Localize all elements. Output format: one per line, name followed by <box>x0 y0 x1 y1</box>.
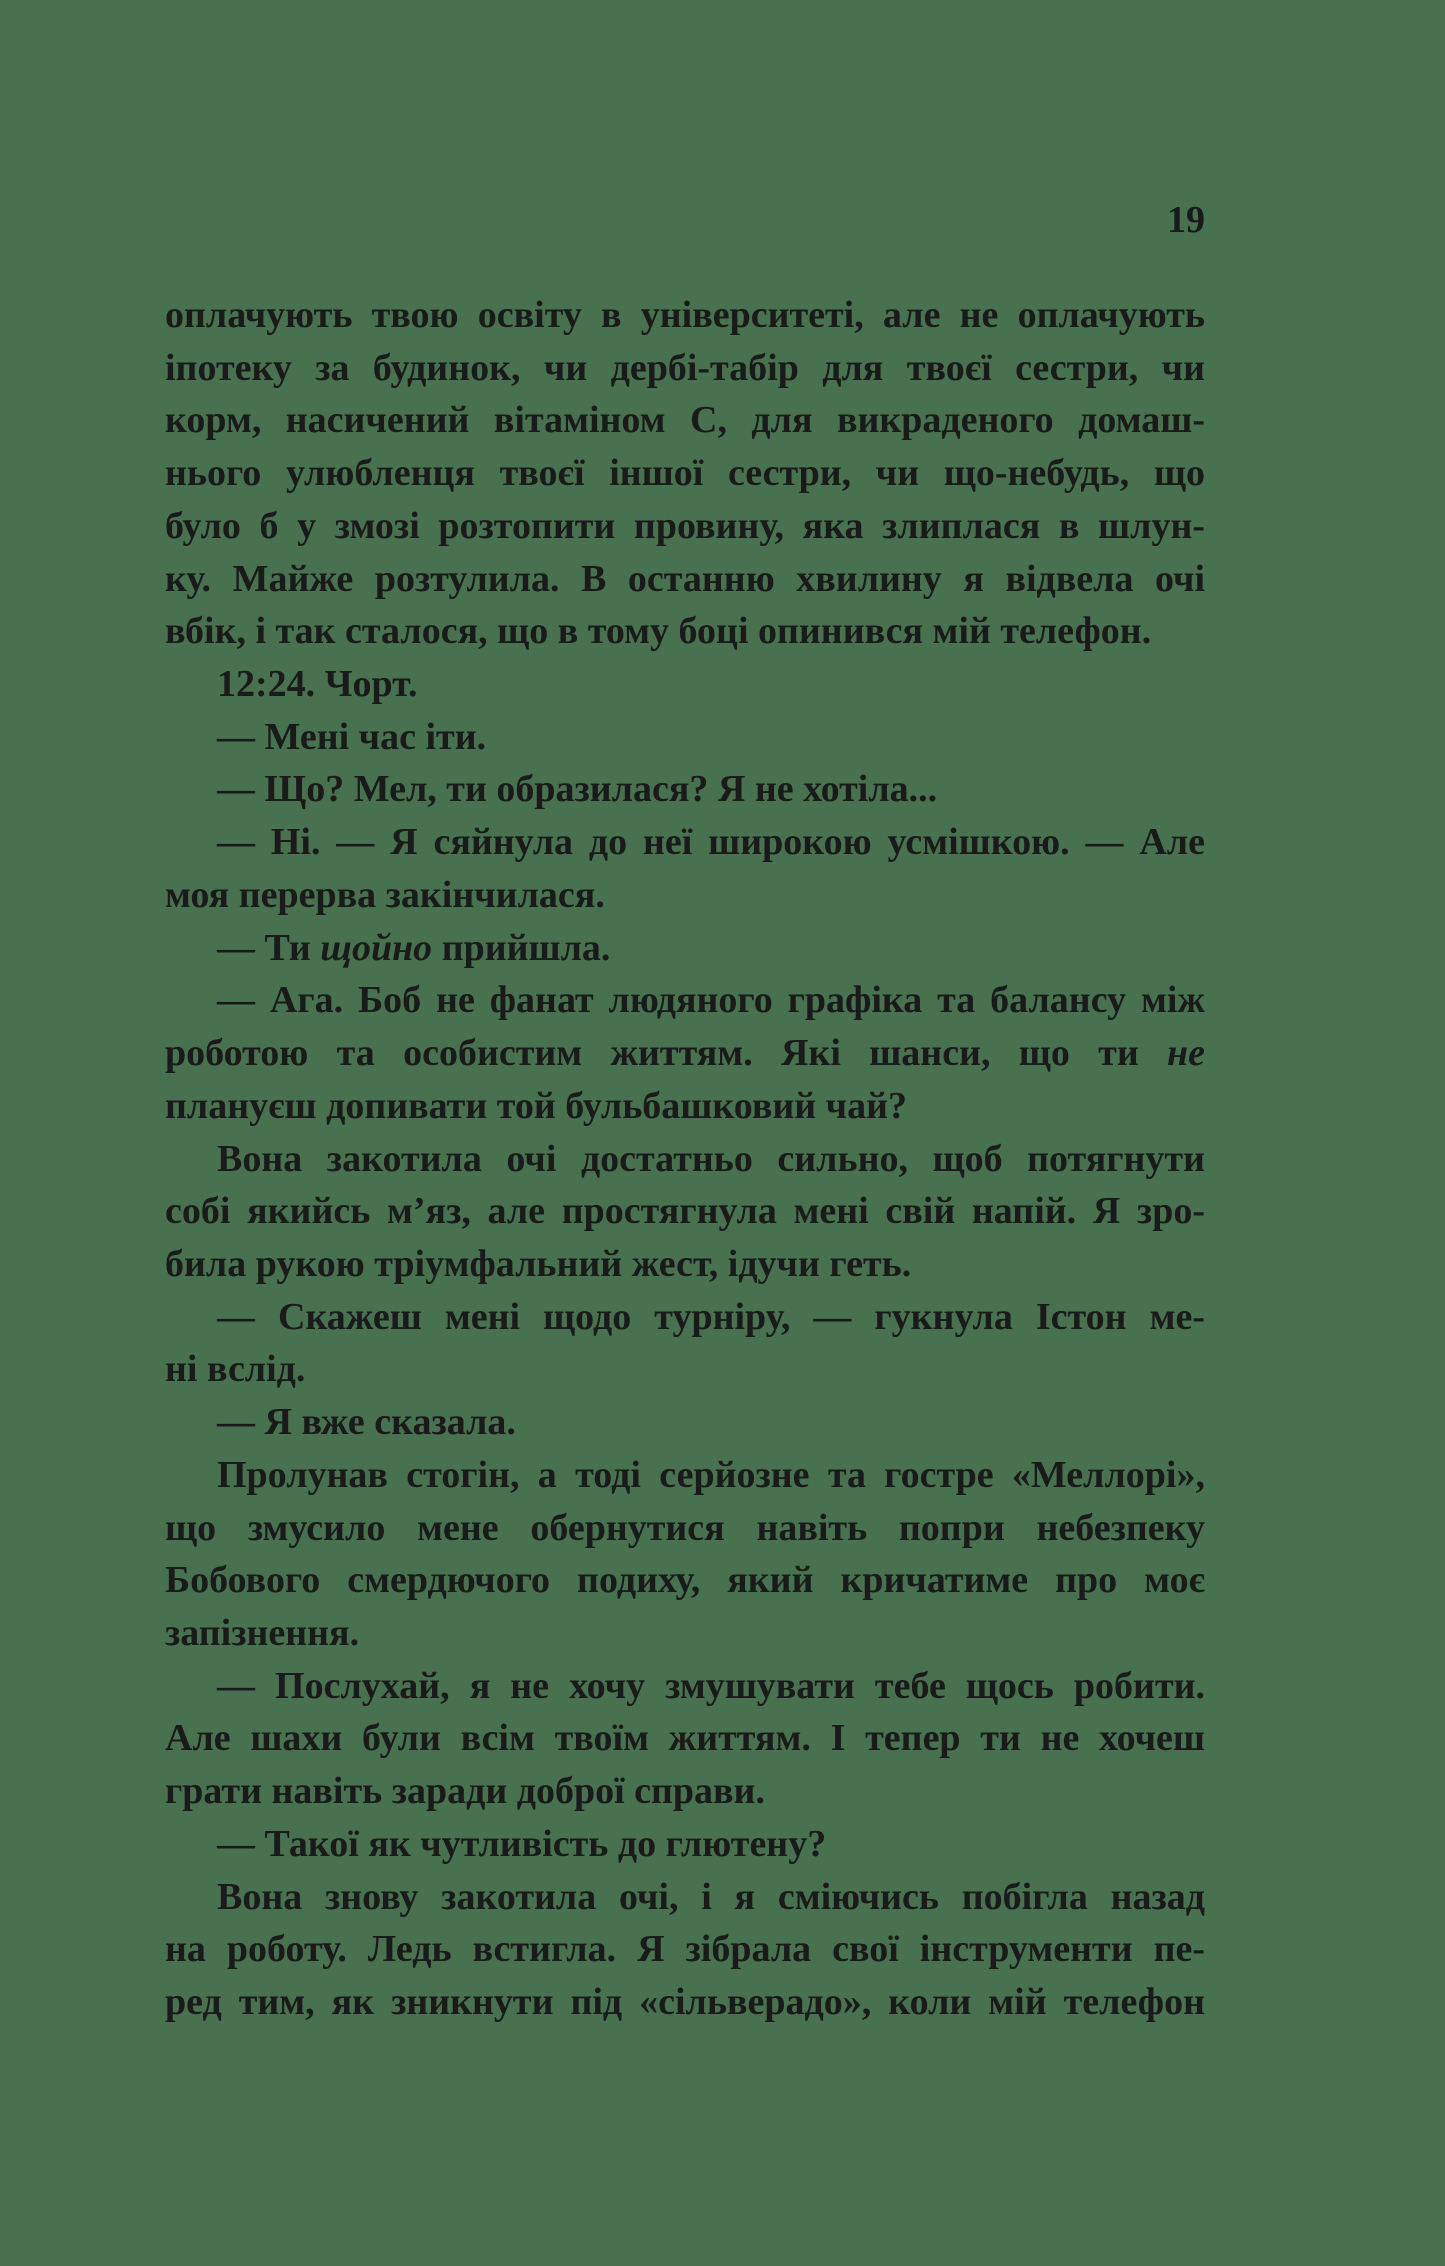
text-line: Пролунав стогін, а тоді серйозне та гостре «Меллорі», <box>217 1453 1205 1496</box>
text-line: собі якийсь м’яз, але простягнула мені свій напій. Я зро- <box>165 1190 1205 1233</box>
text-line: ні вслід. <box>165 1348 306 1391</box>
text-line: оплачують твою освіту в університеті, але не оплачують <box>165 294 1205 336</box>
text-line <box>165 1027 1205 1080</box>
text-line: запізнення. <box>165 1611 360 1654</box>
text-segment: прийшла. <box>432 926 611 969</box>
text-line: — Ні. — Я сяйнула до неї широкою усмішкою. — Але <box>217 821 1205 864</box>
text-segment: — Ти <box>217 926 321 969</box>
text-line: ред тим, як зникнути під «сільверадо», коли мій телефон <box>165 1981 1205 2023</box>
text-line: ку. Майже розтулила. В останню хвилину я відвела очі <box>165 557 1205 600</box>
text-line: — Такої як чутливість до глютену? <box>217 1822 827 1865</box>
italic-word: щойно <box>320 926 433 969</box>
text-line: Але шахи були всім твоїм життям. І тепер ти не хочеш <box>165 1717 1205 1760</box>
text-line: плануєш допивати той бульбашковий чай? <box>165 1084 907 1127</box>
text-line: Бобового смердючого подиху, який кричатиме про моє <box>165 1559 1205 1602</box>
italic-word: не <box>1167 1032 1205 1075</box>
text-line: грати навіть заради доброї справи. <box>165 1770 765 1813</box>
text-line: — Ага. Боб не фанат людяного графіка та балансу між <box>217 979 1205 1022</box>
text-line: що змусило мене обернутися навіть попри небезпеку <box>165 1506 1205 1549</box>
text-line: корм, насичений вітаміном С, для викраденого домаш- <box>165 399 1205 442</box>
text-line: на роботу. Ледь встигла. Я зібрала свої інструменти пе- <box>165 1928 1205 1971</box>
text-line: іпотеку за будинок, чи дербі-табір для твоєї сестри, чи <box>165 346 1205 389</box>
text-line: нього улюбленця твоєї іншої сестри, чи що-небудь, що <box>165 452 1205 495</box>
text-line: вбік, і так сталося, що в тому боці опинився мій телефон. <box>165 610 1152 653</box>
text-line: — Послухай, я не хочу змушувати тебе щось робити. <box>217 1664 1205 1707</box>
text-line <box>165 922 1205 975</box>
text-line: била рукою тріумфальний жест, ідучи геть. <box>165 1242 912 1285</box>
text-segment: роботою та особистим життям. Які шанси, що ти <box>165 1032 1168 1075</box>
text-line: моя перерва закінчилася. <box>165 873 605 916</box>
text-line: — Що? Мел, ти образилася? Я не хотіла... <box>217 768 938 811</box>
page-text <box>165 289 1205 2029</box>
text-line: — Я вже сказала. <box>217 1401 516 1444</box>
text-line: Вона закотила очі достатньо сильно, щоб потягнути <box>217 1137 1205 1180</box>
text-line: було б у змозі розтопити провину, яка злиплася в шлун- <box>165 504 1205 547</box>
text-line: 12:24. Чорт. <box>217 663 418 706</box>
page-number: 19 <box>1167 199 1205 241</box>
text-line: — Мені час іти. <box>217 715 487 758</box>
text-line: — Скажеш мені щодо турніру, — гукнула Істон ме- <box>217 1295 1205 1338</box>
text-line: Вона знову закотила очі, і я сміючись побігла назад <box>217 1875 1205 1918</box>
